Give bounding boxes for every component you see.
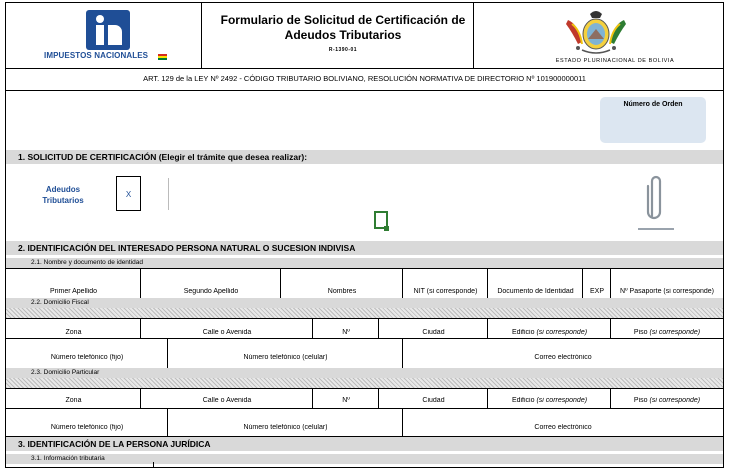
section-1-title: 1. SOLICITUD DE CERTIFICACIÓN (Elegir el trámite que desea realizar): — [6, 150, 723, 164]
form-title: Formulario de Solicitud de Certificación de Adeudos Tributarios — [220, 13, 466, 42]
option-adeudos-checkbox[interactable]: X — [116, 176, 141, 211]
first-surname-label: Primer Apellido — [49, 288, 98, 295]
form-code: R-1390-01 — [328, 47, 358, 53]
private-mobile-cell[interactable] — [168, 409, 403, 437]
identity-table — [6, 268, 723, 298]
state-label: ESTADO PLURINACIONAL DE BOLIVIA — [555, 58, 675, 64]
private-mobile-label: Número telefónico (celular) — [243, 424, 328, 431]
fiscal-email-label: Correo electrónico — [534, 354, 592, 361]
legal-bottom-line — [5, 90, 724, 91]
private-email-cell[interactable] — [403, 409, 723, 437]
private-floor-note: (si corresponde) — [649, 397, 701, 404]
option-divider — [168, 178, 169, 210]
paperclip-caption-line — [638, 228, 674, 230]
header-divider-left — [201, 2, 202, 68]
private-number-label: Nº — [342, 397, 350, 404]
private-city-label: Ciudad — [422, 397, 445, 404]
section-3-title: 3. IDENTIFICACIÓN DE LA PERSONA JURÍDICA — [6, 437, 723, 451]
private-landline-cell[interactable] — [6, 409, 168, 437]
fiscal-street-label: Calle o Avenida — [202, 329, 252, 336]
private-floor-label — [611, 397, 723, 404]
passport-label: Nº Pasaporte (si corresponde) — [620, 288, 714, 295]
exp-label: EXP — [589, 288, 604, 295]
coat-of-arms-icon — [560, 6, 632, 56]
private-street-label: Calle o Avenida — [202, 397, 252, 404]
private-floor-text: Piso — [633, 397, 648, 404]
fiscal-address-table — [6, 318, 723, 368]
fiscal-landline-label: Número telefónico (fijo) — [50, 354, 124, 361]
fiscal-mobile-label: Número telefónico (celular) — [243, 354, 328, 361]
private-building-label — [488, 397, 611, 404]
brand-name: IMPUESTOS NACIONALES — [44, 51, 149, 60]
fiscal-floor-label — [611, 329, 723, 336]
identity-subsection-title: 2.1. Nombre y documento de identidad — [6, 258, 723, 268]
private-zone-label: Zona — [65, 397, 82, 404]
fiscal-number-label: Nº — [342, 329, 350, 336]
fiscal-building-note: (si corresponde) — [536, 329, 588, 336]
fiscal-floor-note: (si corresponde) — [649, 329, 701, 336]
private-landline-label: Número telefónico (fijo) — [50, 424, 124, 431]
private-building-text: Edificio — [511, 397, 535, 404]
fiscal-floor-text: Piso — [633, 329, 648, 336]
fiscal-building-label — [488, 329, 611, 336]
legal-basis: ART. 129 de la LEY Nº 2492 - CÓDIGO TRIBUTARIO BOLIVIANO, RESOLUCIÓN NORMATIVA DE DIRECTORIO Nº 101900000011 — [143, 74, 586, 83]
private-address-subsection-title: 2.3. Domicilio Particular — [6, 368, 723, 378]
private-hatch-row — [6, 378, 723, 388]
fiscal-hatch-row — [6, 308, 723, 318]
tax-info-divider — [153, 462, 154, 468]
second-surname-label: Segundo Apellido — [183, 288, 239, 295]
fiscal-city-label: Ciudad — [422, 329, 445, 336]
private-building-note: (si corresponde) — [536, 397, 588, 404]
selection-marker-handle — [384, 226, 389, 231]
fiscal-address-subsection-title: 2.2. Domicilio Fiscal — [6, 298, 723, 308]
names-label: Nombres — [327, 288, 357, 295]
order-number-label: Número de Orden — [623, 101, 683, 108]
option-adeudos-label: Adeudos Tributarios — [42, 185, 84, 205]
identity-document-label: Documento de Identidad — [497, 288, 574, 295]
impuestos-logo-icon — [86, 10, 130, 50]
header-bottom-line — [5, 68, 724, 69]
paperclip-icon — [645, 172, 667, 224]
private-address-table — [6, 388, 723, 436]
nit-label: NIT (si corresponde) — [413, 288, 478, 295]
fiscal-zone-label: Zona — [65, 329, 82, 336]
private-email-label: Correo electrónico — [534, 424, 592, 431]
tax-info-subsection-title: 3.1. Información tributaria — [6, 454, 723, 464]
section-2-title: 2. IDENTIFICACIÓN DEL INTERESADO PERSONA NATURAL O SUCESION INDIVISA — [6, 241, 723, 255]
bolivia-flag-icon — [158, 54, 167, 60]
fiscal-building-text: Edificio — [511, 329, 535, 336]
